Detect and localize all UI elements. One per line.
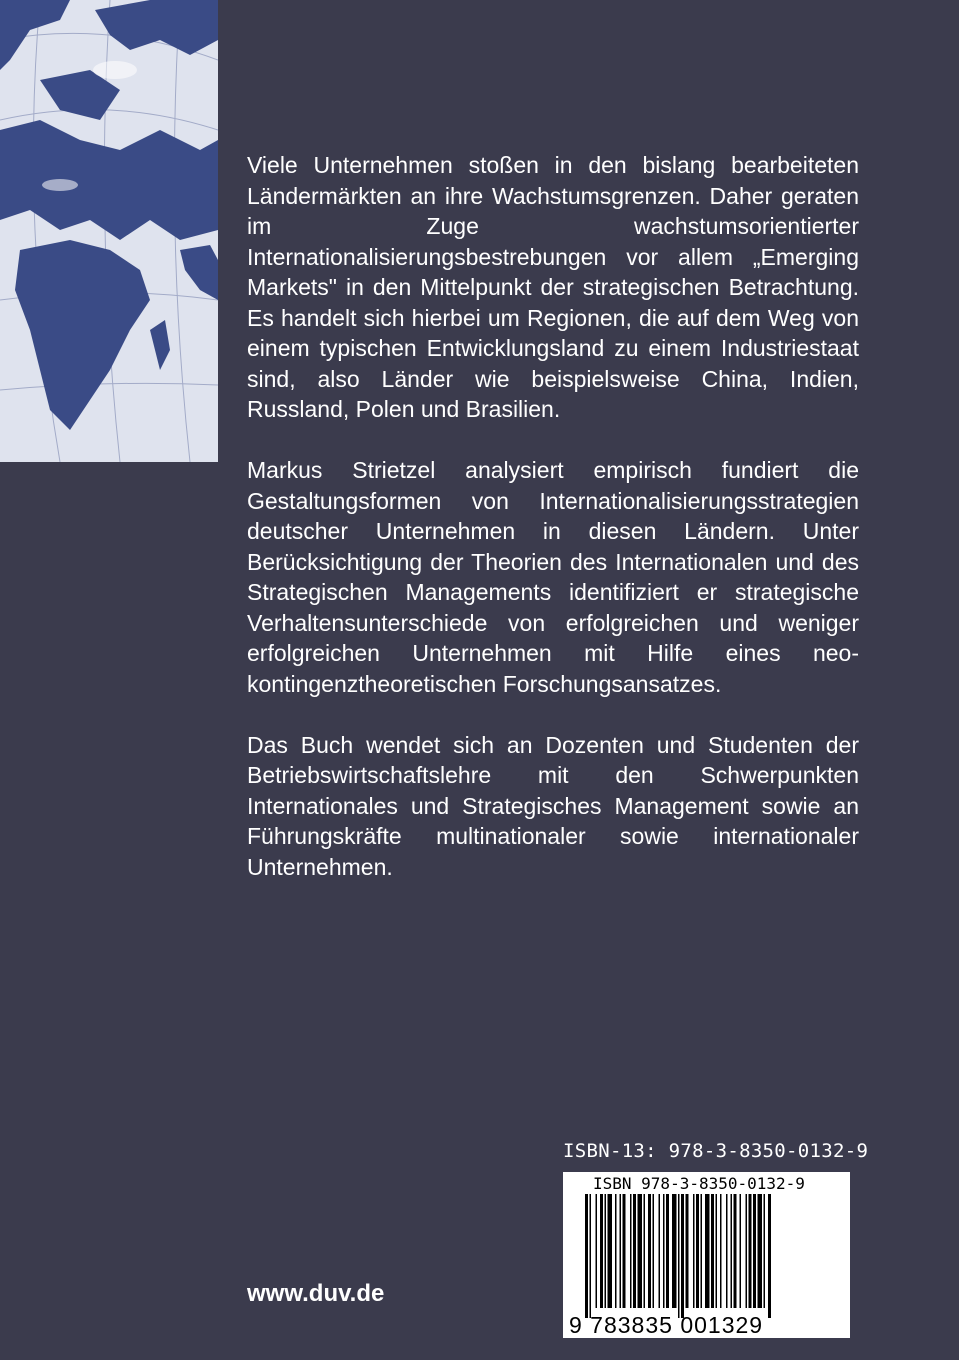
isbn-barcode <box>563 1172 850 1338</box>
back-cover-blurb <box>247 150 859 913</box>
globe-illustration <box>0 0 218 462</box>
barcode-digits: 9 783835 001329 <box>569 1312 764 1338</box>
publisher-website: www.duv.de <box>247 1280 385 1307</box>
blurb-paragraph-3: Das Buch wendet sich an Dozenten und Studenten der Betriebswirtschaftslehre mit den Schwerpunkten Internationales und Strategisches Management sowie an Führungskräfte multinationaler sowie internationaler Unternehmen. <box>247 731 859 880</box>
isbn-label: ISBN-13: 978-3-8350-0132-9 <box>563 1140 869 1162</box>
blurb-paragraph-2: Markus Strietzel analysiert empirisch fundiert die Gestaltungsformen von Internationalisierungsstrategien deutscher Unternehmen in diesen Ländern. Unter Berücksichtigung der Theorien des Internationalen und des Strategischen Managements identifiziert er strategische Verhaltensunterschiede von erfolgreichen und weniger erfolgreichen Unternehmen mit Hilfe eines neo-kontingenztheoretischen Forschungsansatzes. <box>247 457 859 697</box>
barcode-isbn-text: ISBN 978-3-8350-0132-9 <box>593 1174 805 1193</box>
blurb-paragraph-1: Viele Unternehmen stoßen in den bislang bearbeiteten Ländermärkten an ihre Wachstumsgrenzen. Daher geraten im Zuge wachstumsorientierter Internationalisierungsbestrebungen vor allem „Emerging Markets" in den Mittelpunkt der strategischen Betrachtung. Es handelt sich hierbei um Regionen, die auf dem Weg von einem typischen Entwicklungsland zu einem Industriestaat sind, also Länder wie beispielsweise China, Indien, Russland, Polen und Brasilien. <box>247 152 859 422</box>
